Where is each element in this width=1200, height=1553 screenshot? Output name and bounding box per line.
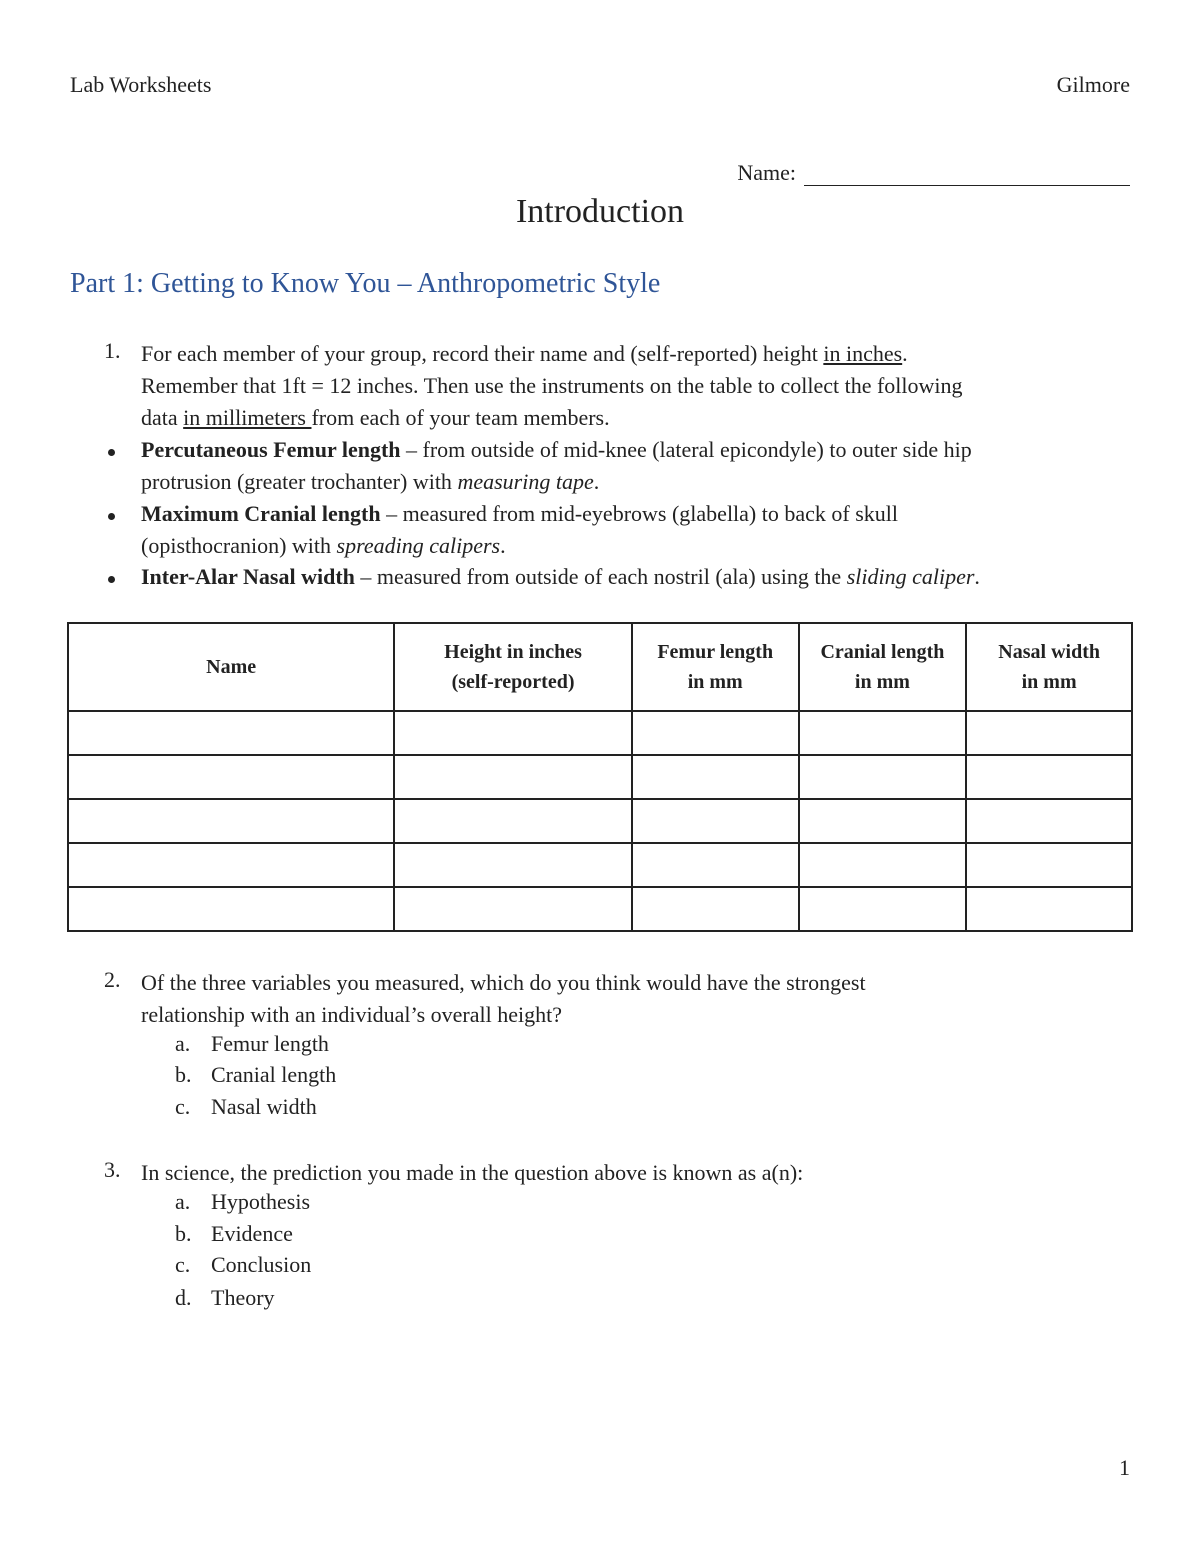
table-row [68, 887, 1132, 931]
table-row [68, 843, 1132, 887]
name-blank-line[interactable] [804, 161, 1130, 186]
q2-option-b[interactable]: b. Cranial length [175, 1062, 337, 1087]
table-row [68, 799, 1132, 843]
bullet-dot [108, 449, 115, 456]
bullet-dot [108, 576, 115, 583]
table-cell-name[interactable] [68, 843, 394, 887]
col-header-height: Height in inches (self-reported) [394, 623, 632, 711]
part1-heading: Part 1: Getting to Know You – Anthropometric Style [70, 268, 661, 299]
q3-option-a[interactable]: a. Hypothesis [175, 1189, 310, 1214]
measurement-table [67, 622, 1133, 932]
table-header-row [68, 623, 1132, 711]
col-header-nasal: Nasal width in mm [966, 623, 1132, 711]
q2-option-a[interactable]: a. Femur length [175, 1031, 329, 1056]
table-cell-femur[interactable] [632, 887, 799, 931]
table-cell-femur[interactable] [632, 711, 799, 755]
header-right: Gilmore [1056, 72, 1130, 97]
q2-number: 2. [104, 967, 121, 992]
table-cell-cranial[interactable] [799, 887, 967, 931]
table-cell-femur[interactable] [632, 755, 799, 799]
table-cell-name[interactable] [68, 755, 394, 799]
q1-line2: Remember that 1ft = 12 inches. Then use the instruments on the table to collect the following [141, 373, 963, 398]
table-row [68, 711, 1132, 755]
table-cell-height[interactable] [394, 887, 632, 931]
table-body [68, 711, 1132, 931]
table-cell-name[interactable] [68, 887, 394, 931]
table-cell-height[interactable] [394, 799, 632, 843]
table-cell-height[interactable] [394, 843, 632, 887]
page-number: 1 [1119, 1455, 1130, 1480]
bullet-dot [108, 513, 115, 520]
bullet-femur: Percutaneous Femur length – from outside of mid-knee (lateral epicondyle) to outer side hip protrusion (greater trochanter) with measuring tape. [141, 437, 972, 494]
q3-option-b[interactable]: b. Evidence [175, 1221, 293, 1246]
q3-text: In science, the prediction you made in the question above is known as a(n): [141, 1160, 804, 1185]
table-cell-cranial[interactable] [799, 711, 967, 755]
table-cell-height[interactable] [394, 755, 632, 799]
q3-number: 3. [104, 1157, 121, 1182]
table-cell-nasal[interactable] [966, 887, 1132, 931]
page-title: Introduction [515, 193, 685, 230]
q1-line1: For each member of your group, record their name and (self-reported) height in inches. [141, 341, 908, 366]
table-cell-nasal[interactable] [966, 843, 1132, 887]
q3-option-c[interactable]: c. Conclusion [175, 1252, 312, 1277]
table-cell-name[interactable] [68, 799, 394, 843]
col-header-femur: Femur length in mm [632, 623, 799, 711]
table-row [68, 755, 1132, 799]
table-cell-nasal[interactable] [966, 711, 1132, 755]
col-header-cranial: Cranial length in mm [799, 623, 967, 711]
table-cell-cranial[interactable] [799, 843, 967, 887]
table-cell-femur[interactable] [632, 843, 799, 887]
table-cell-cranial[interactable] [799, 755, 967, 799]
table-cell-nasal[interactable] [966, 755, 1132, 799]
table-cell-cranial[interactable] [799, 799, 967, 843]
name-label: Name: [737, 160, 796, 185]
q3-option-d[interactable]: d. Theory [175, 1285, 275, 1310]
table-cell-height[interactable] [394, 711, 632, 755]
col-header-name: Name [68, 623, 394, 711]
name-field [737, 160, 1130, 186]
table-cell-nasal[interactable] [966, 799, 1132, 843]
q2-text: Of the three variables you measured, which do you think would have the strongest relationship with an individual’s overall height? [141, 970, 866, 1027]
q2-option-c[interactable]: c. Nasal width [175, 1094, 317, 1119]
bullet-nasal: Inter-Alar Nasal width – measured from outside of each nostril (ala) using the sliding caliper. [141, 564, 980, 589]
table-cell-name[interactable] [68, 711, 394, 755]
header-left: Lab Worksheets [70, 72, 212, 97]
bullet-cranial: Maximum Cranial length – measured from mid-eyebrows (glabella) to back of skull (opisthocranion) with spreading calipers. [141, 501, 899, 558]
q1-text [141, 338, 1141, 434]
q1-number: 1. [104, 338, 121, 363]
q1-line3: data in millimeters from each of your team members. [141, 405, 610, 430]
table-cell-femur[interactable] [632, 799, 799, 843]
